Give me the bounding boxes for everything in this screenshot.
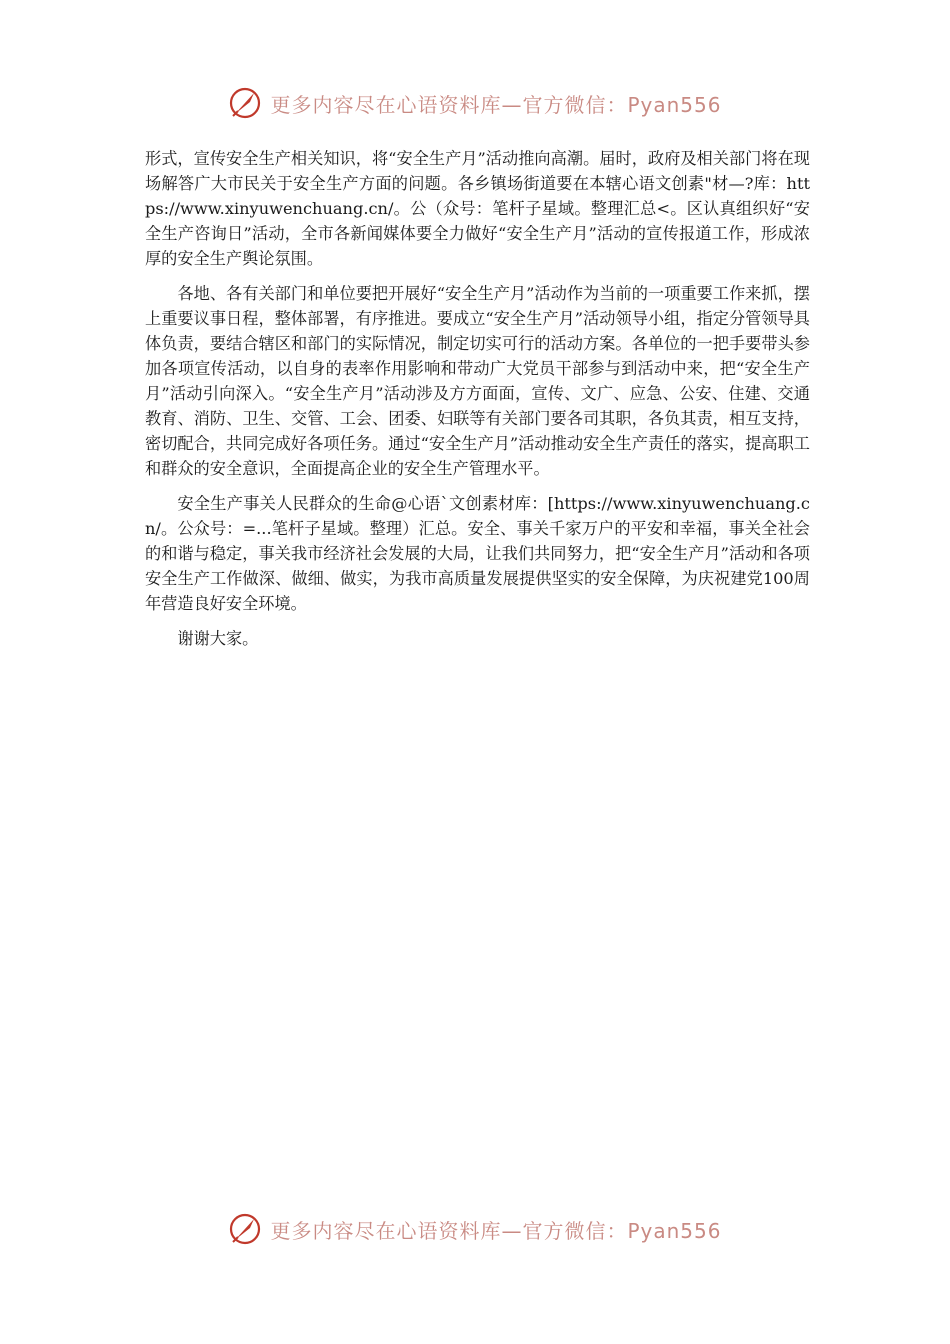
header-banner-text: 更多内容尽在心语资料库—官方微信：Pyan556: [270, 92, 722, 117]
paragraph-1: 形式，宣传安全生产相关知识，将“安全生产月”活动推向高潮。届时，政府及相关部门将在现场解答广大市民关于安全生产方面的问题。各乡镇场街道要在本辖心语文创素"材—?库：https://www.xinyuwenchuang.cn/。公（众号：笔杆子星域。整理汇总<。区认真组织好“安全生产咨询日”活动，全市各新闻媒体要全力做好“安全生产月”活动的宣传报道工作，形成浓厚的安全生产舆论氛围。: [145, 149, 810, 268]
footer-banner-text: 更多内容尽在心语资料库—官方微信：Pyan556: [270, 1218, 722, 1243]
document-body: [145, 146, 810, 661]
quill-pen-icon: [228, 86, 262, 120]
header-banner: [0, 86, 950, 120]
footer-banner: [0, 1212, 950, 1246]
paragraph-closing: 谢谢大家。: [177, 629, 259, 648]
quill-pen-icon: [228, 1212, 262, 1246]
paragraph-3: 安全生产事关人民群众的生命@心语`文创素材库：[https://www.xinyuwenchuang.cn/。公众号：=...笔杆子星域。整理）汇总。安全、事关千家万户的平安和幸福，事关全社会的和谐与稳定，事关我市经济社会发展的大局，让我们共同努力，把“安全生产月”活动和各项安全生产工作做深、做细、做实，为我市高质量发展提供坚实的安全保障，为庆祝建党100周年营造良好安全环境。: [145, 494, 810, 613]
paragraph-2: 各地、各有关部门和单位要把开展好“安全生产月”活动作为当前的一项重要工作来抓，摆上重要议事日程，整体部署，有序推进。要成立“安全生产月”活动领导小组，指定分管领导具体负责，要结合辖区和部门的实际情况，制定切实可行的活动方案。各单位的一把手要带头参加各项宣传活动，以自身的表率作用影响和带动广大党员干部参与到活动中来，把“安全生产月”活动引向深入。“安全生产月”活动涉及方方面面，宣传、文广、应急、公安、住建、交通教育、消防、卫生、交管、工会、团委、妇联等有关部门要各司其职，各负其责，相互支持，密切配合，共同完成好各项任务。通过“安全生产月”活动推动安全生产责任的落实，提高职工和群众的安全意识，全面提高企业的安全生产管理水平。: [145, 284, 810, 478]
